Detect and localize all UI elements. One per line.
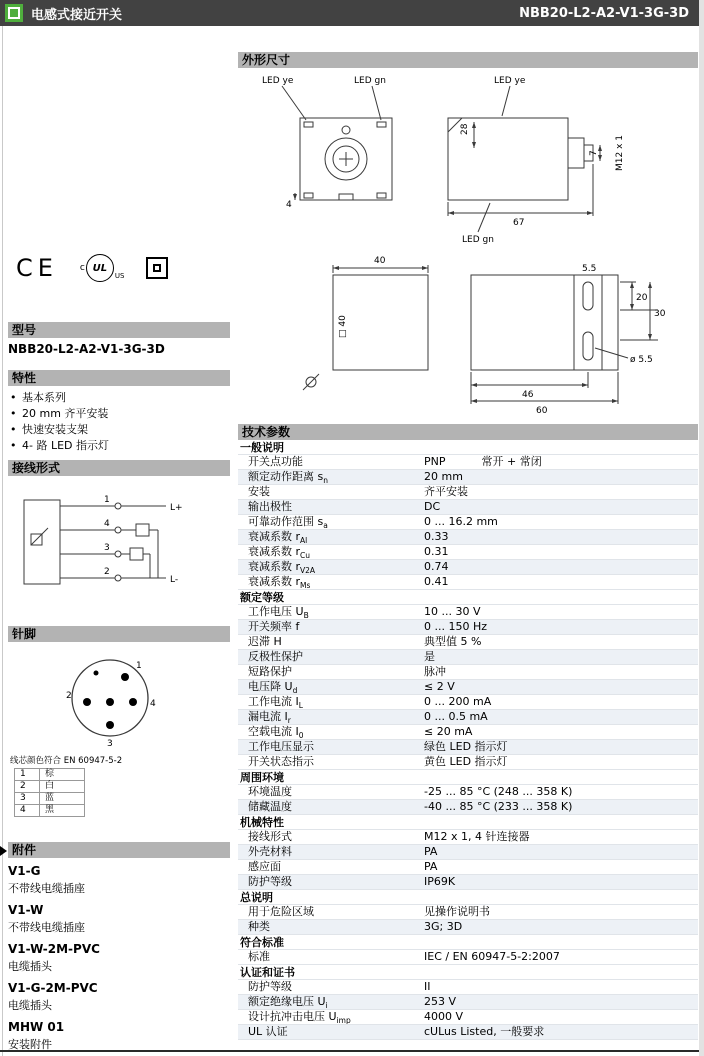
accessory-desc: 电缆插头 [8, 960, 52, 973]
spec-row: 衰减系数 $r_{V2A}$ 0.74 [238, 560, 698, 575]
wiring-pin1-label: 1 [104, 495, 110, 505]
accessory-name: V1-G-2M-PVC [8, 981, 98, 995]
accessory-desc: 电缆插头 [8, 999, 52, 1012]
pin1-label: 1 [136, 661, 142, 671]
accessory-name: V1-G [8, 864, 41, 878]
dim-28-label: 28 [460, 123, 470, 135]
spec-row: 开关点功能 PNP 常开 + 常闭 [238, 455, 698, 470]
pin-color-table [14, 768, 85, 817]
dimension-drawing [238, 70, 698, 422]
section-model: 型号 [8, 322, 230, 338]
spec-row: 储藏温度 -40 ... 85 °C (233 ... 358 K) [238, 800, 698, 815]
section-accessories: 附件 [8, 842, 230, 858]
spec-row: 衰减系数 $r_{Ms}$ 0.41 [238, 575, 698, 590]
accessory-desc: 安装附件 [8, 1038, 52, 1051]
features-list [10, 390, 228, 454]
dim-46-label: 46 [522, 390, 534, 400]
page-left-edge [2, 0, 3, 1056]
spec-section-header: 符合标准 [238, 935, 698, 950]
dim-sq40-label: □ 40 [338, 315, 348, 338]
model-value: NBB20-L2-A2-V1-3G-3D [8, 342, 165, 356]
spec-section-header: 认证和证书 [238, 965, 698, 980]
spec-row: 可靠动作范围 $s_a$ 0 ... 16.2 mm [238, 515, 698, 530]
spec-section-header: 一般说明 [238, 440, 698, 455]
protection-class-ii-icon [146, 257, 168, 279]
dim-30-label: 30 [654, 309, 666, 319]
feature-item: • 20 mm 齐平安装 [10, 407, 109, 420]
wiring-diagram [18, 482, 218, 614]
page-right-edge [699, 0, 704, 1056]
cULus-mark-icon [80, 254, 125, 282]
section-features: 特性 [8, 370, 230, 386]
dim-20-label: 20 [636, 293, 648, 303]
spec-row: UL 认证 cULus Listed, 一般要求 [238, 1025, 698, 1040]
spec-row: 漏电流 $I_r$ 0 ... 0.5 mA [238, 710, 698, 725]
spec-table [238, 440, 698, 1040]
spec-row: 衰减系数 $r_{Al}$ 0.33 [238, 530, 698, 545]
model-number-title: NBB20-L2-A2-V1-3G-3D [519, 5, 689, 21]
dim-55-label: 5.5 [582, 264, 597, 274]
wire-color-rows: 1 棕 2 白 3 蓝 4 黑 [14, 768, 85, 817]
spec-row: 电压降 $U_d$ ≤ 2 V [238, 680, 698, 695]
section-pins: 针脚 [8, 626, 230, 642]
ce-mark-icon: CE [16, 254, 58, 282]
spec-row: 工作电压显示 绿色 LED 指示灯 [238, 740, 698, 755]
accessory-desc: 不带线电缆插座 [8, 882, 85, 895]
dim-dia55-label: ø 5.5 [630, 355, 653, 365]
dim-7-label: 7 [589, 150, 599, 156]
spec-row: 短路保护 脉冲 [238, 665, 698, 680]
spec-row: 防护等级 IP69K [238, 875, 698, 890]
ul-us-label: US [114, 272, 125, 280]
accessory-name: V1-W [8, 903, 44, 917]
wiring-pin4-label: 4 [104, 519, 110, 529]
spec-row: 种类 3G; 3D [238, 920, 698, 935]
spec-row: 额定动作距离 $s_n$ 20 mm [238, 470, 698, 485]
spec-section-header: 总说明 [238, 890, 698, 905]
spec-row: 接线形式 M12 x 1, 4 针连接器 [238, 830, 698, 845]
certification-marks [16, 248, 221, 288]
feature-item: • 4- 路 LED 指示灯 [10, 439, 110, 452]
pin2-label: 2 [66, 691, 72, 701]
dim-60-label: 60 [536, 406, 548, 416]
spec-row: 外壳材料 PA [238, 845, 698, 860]
spec-row: 设计抗冲击电压 $U_{imp}$ 4000 V [238, 1010, 698, 1025]
spec-row: 迟滞 H 典型值 5 % [238, 635, 698, 650]
ul-circle-label: UL [86, 254, 114, 282]
product-family-title: 电感式接近开关 [31, 7, 123, 23]
ul-c-label: c [79, 263, 85, 273]
led-ye-left-label: LED ye [262, 76, 294, 86]
wiring-pin2-label: 2 [104, 567, 110, 577]
thread-label: M12 x 1 [615, 135, 625, 171]
spec-row: 工作电流 $I_L$ 0 ... 200 mA [238, 695, 698, 710]
spec-row: 开关状态指示 黄色 LED 指示灯 [238, 755, 698, 770]
accessory-name: MHW 01 [8, 1020, 65, 1034]
feature-item: • 快速安装支架 [10, 423, 88, 436]
spec-row: 额定绝缘电压 $U_i$ 253 V [238, 995, 698, 1010]
spec-row: 开关频率 f 0 ... 150 Hz [238, 620, 698, 635]
dim-4-label: 4 [286, 200, 292, 210]
spec-section-header: 机械特性 [238, 815, 698, 830]
pin4-label: 4 [150, 699, 156, 709]
spec-row: 空载电流 $I_0$ ≤ 20 mA [238, 725, 698, 740]
section-tech-data: 技术参数 [238, 424, 698, 440]
spec-row: 反极性保护 是 [238, 650, 698, 665]
spec-row: 工作电压 $U_B$ 10 ... 30 V [238, 605, 698, 620]
section-connection: 接线形式 [8, 460, 230, 476]
led-gn-top-label: LED gn [354, 76, 386, 86]
spec-row: 标准 IEC / EN 60947-5-2:2007 [238, 950, 698, 965]
wiring-lplus-label: L+ [170, 503, 183, 513]
dim-40-label: 40 [374, 256, 386, 266]
spec-row: 防护等级 II [238, 980, 698, 995]
led-gn-bottom-label: LED gn [462, 235, 494, 245]
accessory-name: V1-W-2M-PVC [8, 942, 100, 956]
product-icon [5, 4, 23, 22]
wiring-lminus-label: L- [170, 575, 179, 585]
spec-row: 感应面 PA [238, 860, 698, 875]
section-dimensions: 外形尺寸 [238, 52, 698, 68]
spec-row: 衰减系数 $r_{Cu}$ 0.31 [238, 545, 698, 560]
accessories-list [8, 858, 228, 1053]
wire-color-note: 线芯颜色符合 EN 60947-5-2 [10, 756, 123, 766]
wiring-pin3-label: 3 [104, 543, 110, 553]
spec-section-header: 周围环境 [238, 770, 698, 785]
spec-section-header: 额定等级 [238, 590, 698, 605]
accessory-desc: 不带线电缆插座 [8, 921, 85, 934]
spec-row: 输出极性 DC [238, 500, 698, 515]
header-bar [0, 0, 699, 26]
pin3-label: 3 [107, 739, 113, 749]
spec-row: 用于危险区域 见操作说明书 [238, 905, 698, 920]
feature-item: • 基本系列 [10, 391, 66, 404]
registration-marker [0, 846, 7, 856]
led-ye-right-label: LED ye [494, 76, 526, 86]
dim-67-label: 67 [513, 218, 525, 228]
spec-row: 环境温度 -25 ... 85 °C (248 ... 358 K) [238, 785, 698, 800]
spec-row: 安装 齐平安装 [238, 485, 698, 500]
pinout-diagram [52, 646, 172, 754]
